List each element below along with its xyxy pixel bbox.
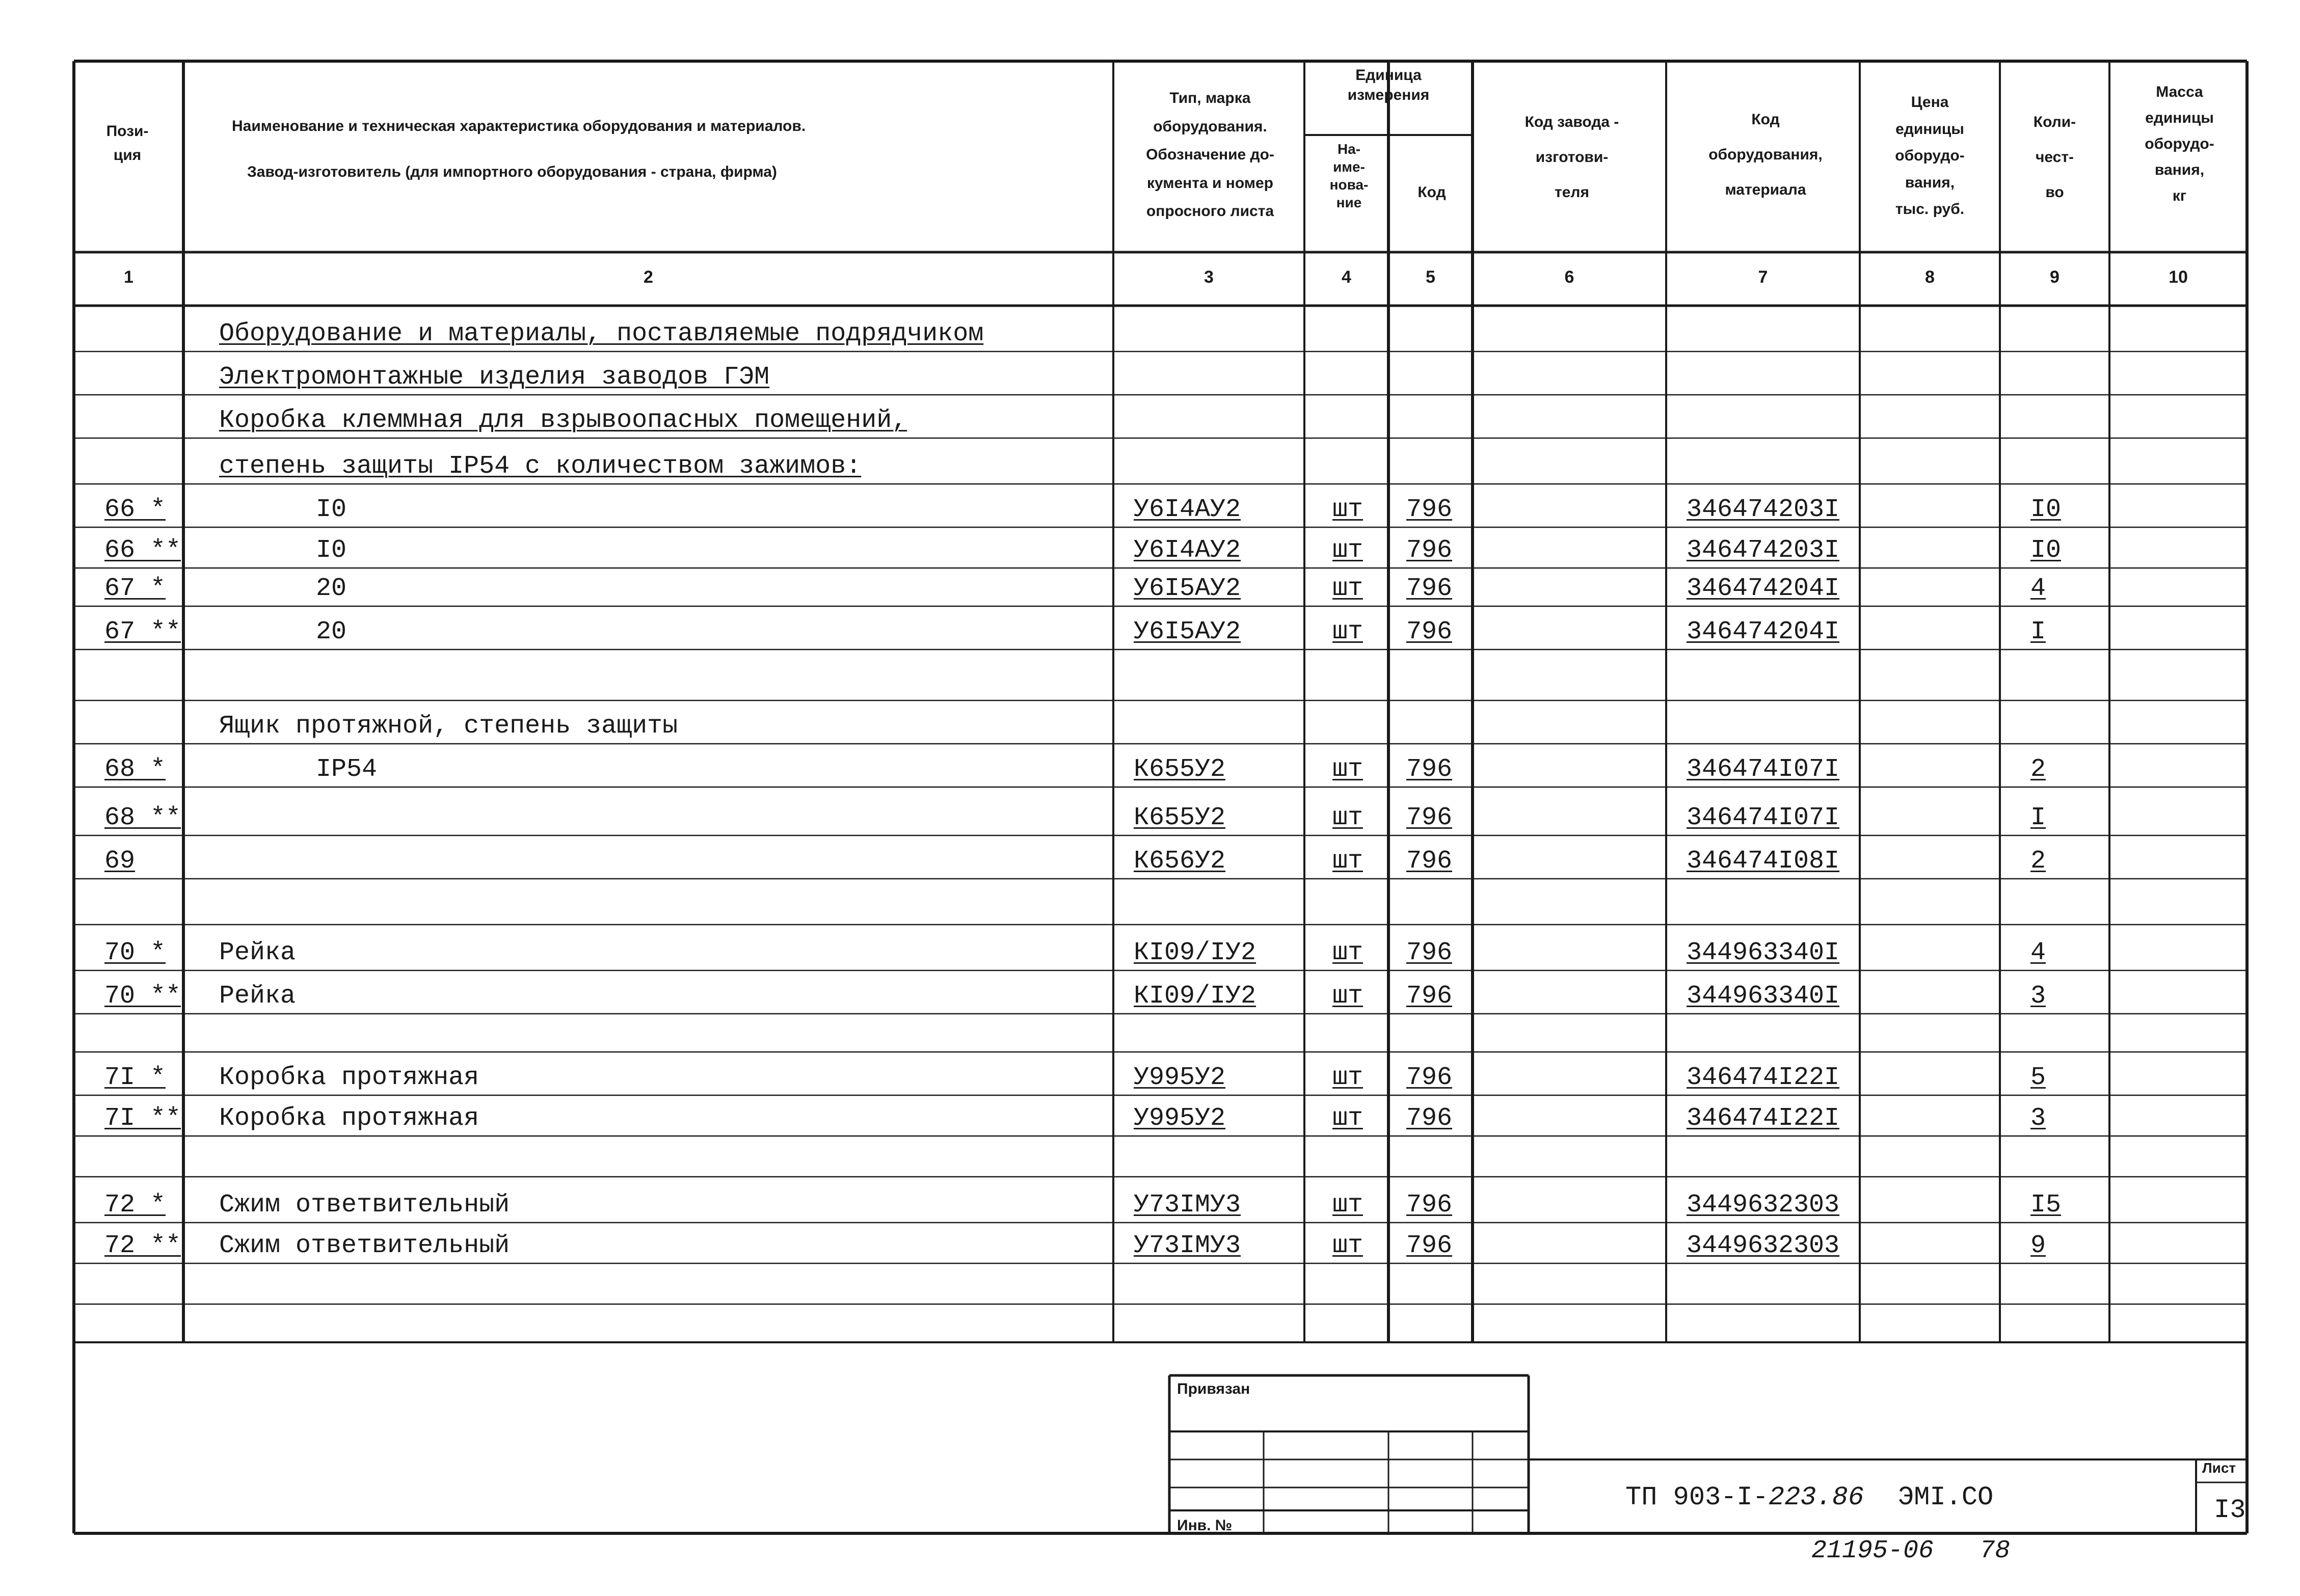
row-unit-code: 796	[1406, 803, 1453, 832]
row-type: КI09/IУ2	[1134, 982, 1256, 1011]
row-position: 66 **	[104, 536, 181, 565]
row-name: Ящик протяжной, степень защиты	[219, 712, 678, 741]
row-unit: шт	[1332, 536, 1363, 565]
column-number-10: 10	[2169, 267, 2188, 287]
row-quantity: I	[2030, 617, 2046, 646]
row-name: 20	[316, 617, 347, 646]
row-position: 66 *	[104, 495, 166, 524]
row-quantity: 2	[2030, 847, 2046, 876]
row-unit: шт	[1332, 982, 1363, 1011]
row-position: 68 **	[104, 803, 181, 832]
row-unit: шт	[1332, 1063, 1363, 1092]
row-unit-code: 796	[1406, 1231, 1453, 1260]
row-equipment-code: 346474I22I	[1687, 1104, 1840, 1133]
row-name: Рейка	[219, 938, 296, 967]
row-position: 70 *	[104, 938, 166, 967]
row-equipment-code: 346474I22I	[1687, 1063, 1840, 1092]
row-equipment-code: 346474I08I	[1687, 847, 1840, 876]
column-number-7: 7	[1758, 267, 1768, 287]
row-unit: шт	[1332, 574, 1363, 603]
row-quantity: 2	[2030, 755, 2046, 784]
row-position: 70 **	[104, 982, 181, 1011]
row-name: Коробка протяжная	[219, 1104, 479, 1133]
row-unit: шт	[1332, 755, 1363, 784]
row-quantity: 4	[2030, 574, 2046, 603]
row-equipment-code: 346474204I	[1687, 574, 1840, 603]
row-unit-code: 796	[1406, 1063, 1453, 1092]
row-unit-code: 796	[1406, 574, 1453, 603]
column-number-2: 2	[644, 267, 653, 287]
doc-suffix: ЭМI.СО	[1898, 1482, 1994, 1512]
header-mass: Масса единицы оборудо- вания, кг	[2145, 84, 2214, 204]
row-position: 72 *	[104, 1191, 166, 1220]
row-type: У6I4АУ2	[1134, 495, 1241, 524]
row-unit-code: 796	[1406, 495, 1453, 524]
row-equipment-code: 3449632303	[1687, 1191, 1840, 1220]
row-equipment-code: 346474203I	[1687, 495, 1840, 524]
row-position: 67 *	[104, 574, 166, 603]
row-type: У73IМУ3	[1134, 1191, 1241, 1220]
row-quantity: 3	[2030, 982, 2046, 1011]
doc-designation	[1625, 1482, 1864, 1513]
row-equipment-code: 344963340I	[1687, 982, 1840, 1011]
column-number-4: 4	[1342, 267, 1351, 287]
row-quantity: 9	[2030, 1231, 2046, 1260]
row-name: Сжим ответвительный	[219, 1231, 510, 1260]
stamp-inv-label: Инв. №	[1177, 1517, 1233, 1534]
row-type: К655У2	[1134, 755, 1226, 784]
header-position: Пози- ция	[106, 123, 149, 164]
row-unit-code: 796	[1406, 938, 1453, 967]
row-position: 68 *	[104, 755, 166, 784]
sheet-label: Лист	[2202, 1460, 2236, 1476]
column-number-1: 1	[124, 267, 133, 287]
row-type: У6I4АУ2	[1134, 536, 1241, 565]
row-unit: шт	[1332, 938, 1363, 967]
row-name: Рейка	[219, 982, 296, 1011]
header-equip-code: Код оборудования, материала	[1708, 111, 1823, 198]
row-equipment-code: 344963340I	[1687, 938, 1840, 967]
row-quantity: I	[2030, 803, 2046, 832]
row-type: К655У2	[1134, 803, 1226, 832]
column-number-8: 8	[1925, 267, 1935, 287]
bottom-note: 21195-06 78	[1811, 1536, 2011, 1565]
row-name: Коробка протяжная	[219, 1063, 479, 1092]
row-quantity: I0	[2030, 495, 2062, 524]
row-unit-code: 796	[1406, 1104, 1453, 1133]
column-number-3: 3	[1204, 267, 1214, 287]
row-position: 7I *	[104, 1063, 166, 1092]
row-quantity: 4	[2030, 938, 2046, 967]
row-unit: шт	[1332, 495, 1363, 524]
row-type: У6I5АУ2	[1134, 574, 1241, 603]
header-name-line2: Завод-изготовитель (для импортного оборудования - страна, фирма)	[247, 164, 777, 180]
row-unit: шт	[1332, 617, 1363, 646]
header-unit-group: Единица измерения	[1347, 67, 1430, 103]
row-equipment-code: 3449632303	[1687, 1231, 1840, 1260]
header-factory-code: Код завода - изготови- теля	[1525, 114, 1619, 201]
row-quantity: I5	[2030, 1191, 2062, 1220]
header-price: Цена единицы оборудо- вания, тыс. руб.	[1895, 94, 1965, 218]
header-qty: Коли- чест- во	[2033, 114, 2076, 201]
row-unit-code: 796	[1406, 755, 1453, 784]
row-quantity: 5	[2030, 1063, 2046, 1092]
row-type: К656У2	[1134, 847, 1226, 876]
row-unit: шт	[1332, 1231, 1363, 1260]
row-unit-code: 796	[1406, 847, 1453, 876]
row-type: КI09/IУ2	[1134, 938, 1256, 967]
header-unit-name: На- име- нова- ние	[1329, 141, 1369, 210]
row-name: Оборудование и материалы, поставляемые подрядчиком	[219, 319, 984, 348]
row-unit-code: 796	[1406, 617, 1453, 646]
row-type: У995У2	[1134, 1063, 1226, 1092]
row-equipment-code: 346474I07I	[1687, 803, 1840, 832]
row-unit: шт	[1332, 1191, 1363, 1220]
row-equipment-code: 346474I07I	[1687, 755, 1840, 784]
row-type: У73IМУ3	[1134, 1231, 1241, 1260]
row-name: I0	[316, 495, 347, 524]
row-type: У995У2	[1134, 1104, 1226, 1133]
row-quantity: I0	[2030, 536, 2062, 565]
header-name-line1: Наименование и техническая характеристика оборудования и материалов.	[232, 118, 806, 134]
row-quantity: 3	[2030, 1104, 2046, 1133]
row-name: Коробка клеммная для взрывоопасных помещений,	[219, 406, 907, 435]
column-number-5: 5	[1426, 267, 1435, 287]
row-name: Сжим ответвительный	[219, 1191, 510, 1220]
row-unit: шт	[1332, 803, 1363, 832]
row-equipment-code: 346474203I	[1687, 536, 1840, 565]
row-position: 67 **	[104, 617, 181, 646]
row-name: степень защиты IP54 с количеством зажимов:	[219, 452, 862, 481]
doc-handwritten-number: 223.86	[1768, 1482, 1864, 1512]
row-position: 69	[104, 847, 136, 876]
header-unit-code: Код	[1418, 184, 1446, 201]
sheet-number: I3	[2214, 1495, 2246, 1525]
row-name: IP54	[316, 755, 378, 784]
row-type: У6I5АУ2	[1134, 617, 1241, 646]
row-position: 7I **	[104, 1104, 181, 1133]
row-name: 20	[316, 574, 347, 603]
row-name: I0	[316, 536, 347, 565]
doc-prefix: ТП 903-I-	[1625, 1482, 1769, 1512]
row-unit-code: 796	[1406, 982, 1453, 1011]
row-name: Электромонтажные изделия заводов ГЭМ	[219, 363, 770, 392]
row-equipment-code: 346474204I	[1687, 617, 1840, 646]
stamp-privyazan-label: Привязан	[1177, 1381, 1250, 1397]
row-unit-code: 796	[1406, 1191, 1453, 1220]
row-unit-code: 796	[1406, 536, 1453, 565]
row-position: 72 **	[104, 1231, 181, 1260]
header-type: Тип, марка оборудования. Обозначение до- кумента и номер опросного листа	[1146, 90, 1274, 220]
row-unit: шт	[1332, 847, 1363, 876]
column-number-6: 6	[1564, 267, 1574, 287]
row-unit: шт	[1332, 1104, 1363, 1133]
column-number-9: 9	[2050, 267, 2060, 287]
